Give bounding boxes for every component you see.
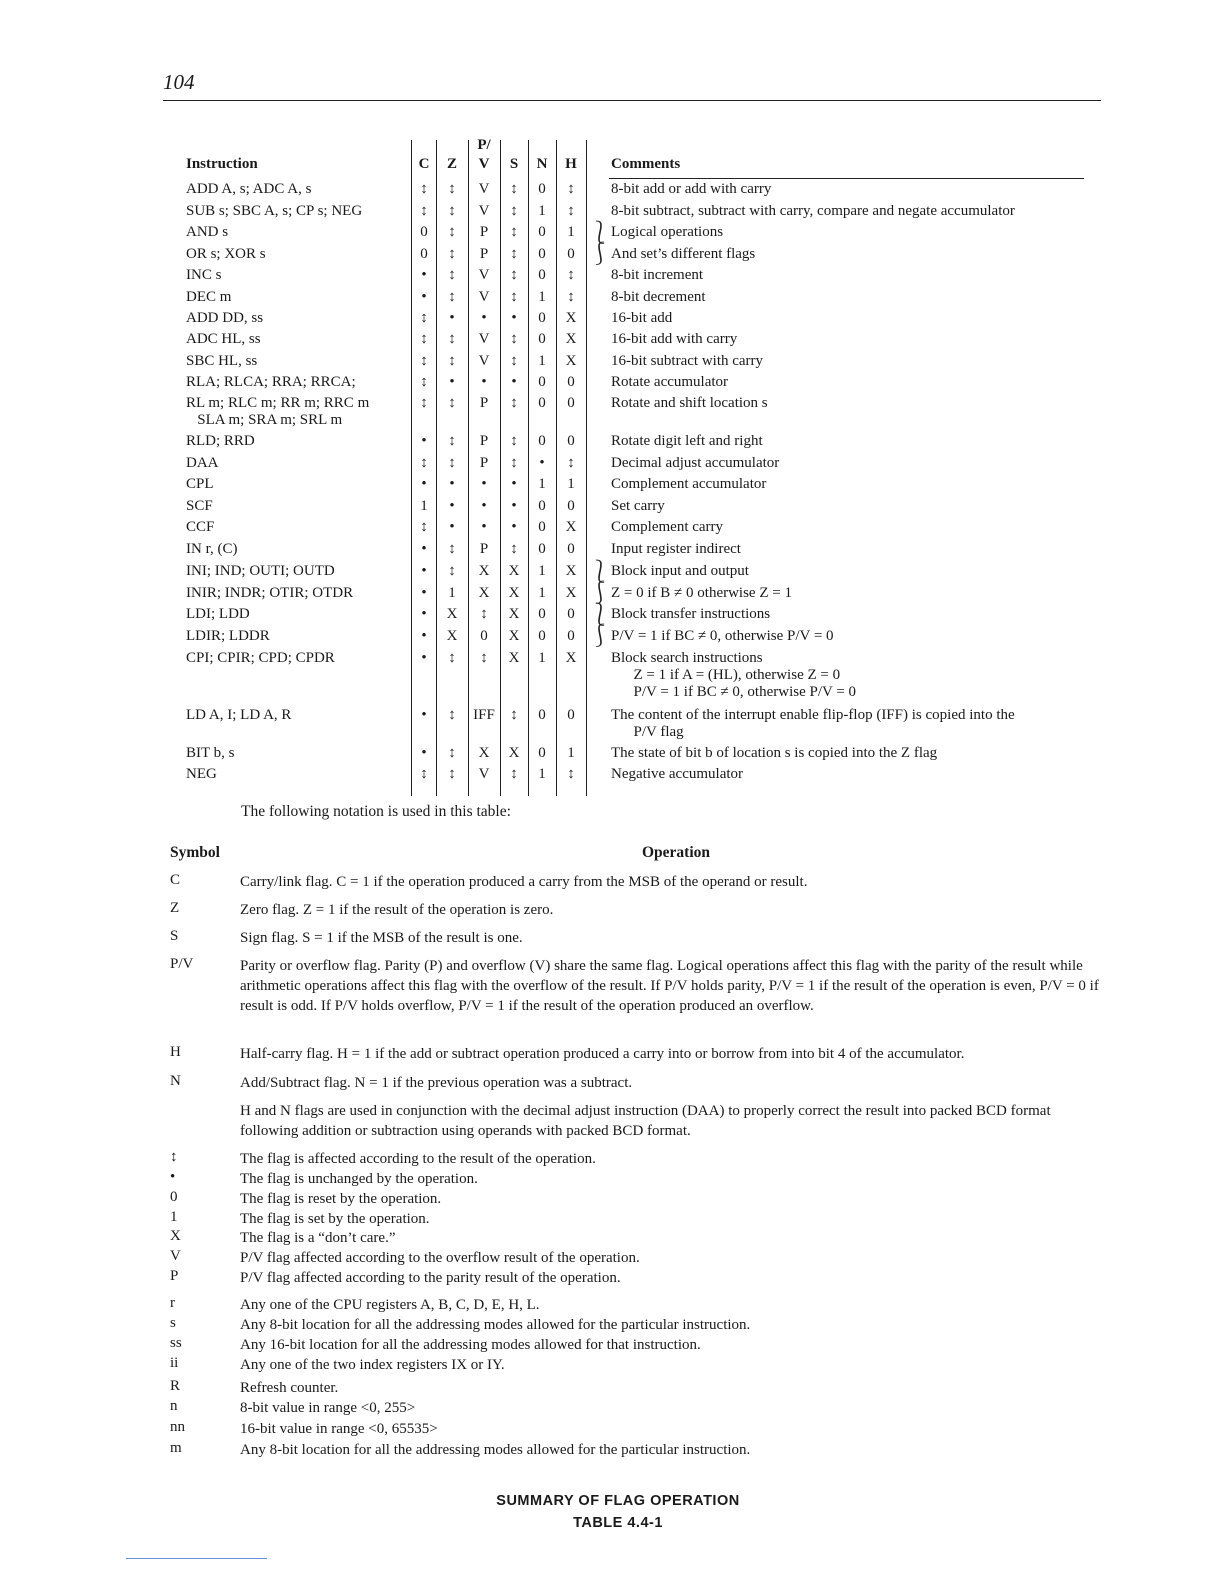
instruction-cell: DEC m [186, 289, 232, 305]
header-c: C [418, 156, 430, 172]
legend-symbol: s [170, 1315, 176, 1331]
legend-description: 16-bit value in range <0, 65535> [240, 1421, 438, 1437]
page-number: 104 [163, 70, 195, 94]
flag-cell-s: ↕ [510, 395, 518, 411]
flag-cell-n: 0 [538, 395, 546, 411]
legend-symbol: Z [170, 900, 180, 916]
column-rule [436, 140, 437, 796]
flag-cell-pv: P [479, 433, 489, 449]
flag-cell-h: ↕ [567, 267, 575, 283]
legend-operation-header: Operation [642, 844, 711, 861]
instruction-cell: ADD DD, ss [186, 310, 264, 326]
legend-description: Any one of the CPU registers A, B, C, D, E, H, L. [240, 1297, 540, 1313]
flag-cell-c: ↕ [420, 519, 428, 535]
flag-cell-pv: IFF [473, 707, 495, 723]
flag-cell-z: ↕ [448, 650, 456, 666]
instruction-cell: ADD A, s; ADC A, s [186, 181, 312, 197]
comment-cell: Negative accumulator [611, 766, 744, 782]
flag-cell-z: ↕ [448, 353, 456, 369]
column-rule [586, 140, 587, 796]
flag-cell-c: • [421, 606, 427, 622]
flag-cell-h: 1 [567, 224, 575, 240]
flag-cell-c: ↕ [420, 353, 428, 369]
flag-cell-h: 0 [567, 395, 575, 411]
legend-symbol: ↕ [170, 1149, 178, 1165]
flag-cell-z: ↕ [448, 267, 456, 283]
flag-cell-h: X [565, 563, 577, 579]
flag-cell-s: ↕ [510, 181, 518, 197]
flag-cell-z: ↕ [448, 766, 456, 782]
legend-symbol: H [170, 1044, 181, 1060]
comment-cell: 16-bit add [611, 310, 673, 326]
flag-cell-n: 0 [538, 707, 546, 723]
flag-cell-n: 1 [538, 650, 546, 666]
comment-cell: Logical operations [611, 224, 724, 240]
flag-cell-c: ↕ [420, 310, 428, 326]
comment-cell: Input register indirect [611, 541, 741, 557]
legend-description: The flag is unchanged by the operation. [240, 1171, 478, 1187]
flag-cell-pv: V [478, 181, 490, 197]
flag-cell-n: 0 [538, 246, 546, 262]
flag-cell-n: 0 [538, 267, 546, 283]
flag-cell-pv: • [481, 519, 487, 535]
flag-cell-z: • [449, 476, 455, 492]
flag-cell-c: • [421, 563, 427, 579]
instruction-cell: BIT b, s [186, 745, 235, 761]
flag-cell-z: ↕ [448, 331, 456, 347]
legend-symbol: n [170, 1398, 178, 1414]
flag-cell-s: • [511, 374, 517, 390]
flag-cell-n: 1 [538, 585, 546, 601]
legend-description: Any 8-bit location for all the addressing modes allowed for the particular instruction. [240, 1442, 751, 1458]
legend-symbol: P/V [170, 956, 194, 972]
flag-cell-pv: V [478, 353, 490, 369]
flag-cell-n: 0 [538, 498, 546, 514]
flag-cell-s: X [508, 650, 520, 666]
instruction-cell: INC s [186, 267, 222, 283]
comment-cell: 8-bit subtract, subtract with carry, compare and negate accumulator [611, 203, 1015, 219]
instruction-cell: ADC HL, ss [186, 331, 261, 347]
caption-title: SUMMARY OF FLAG OPERATION [496, 1493, 740, 1509]
legend-description: Any 16-bit location for all the addressing modes allowed for that instruction. [240, 1337, 701, 1353]
header-h: H [565, 156, 577, 172]
flag-cell-pv: • [481, 374, 487, 390]
comment-cell: 8-bit increment [611, 267, 704, 283]
legend-description: The flag is a “don’t care.” [240, 1230, 396, 1246]
flag-cell-h: 0 [567, 628, 575, 644]
brace-bottom: ⎰ [589, 242, 612, 267]
flag-cell-s: • [511, 498, 517, 514]
flag-cell-z: X [446, 628, 458, 644]
legend-symbol: P [170, 1268, 179, 1284]
flag-cell-h: ↕ [567, 203, 575, 219]
instruction-cell: CCF [186, 519, 215, 535]
brace-top: ⎱ [589, 603, 612, 628]
flag-cell-n: 0 [538, 606, 546, 622]
column-rule [556, 140, 557, 796]
flag-cell-z: ↕ [448, 395, 456, 411]
flag-cell-z: ↕ [448, 455, 456, 471]
flag-cell-pv: V [478, 289, 490, 305]
instruction-cell: CPI; CPIR; CPD; CPDR [186, 650, 335, 666]
header-pv-top: P/ [477, 137, 491, 153]
header-instruction: Instruction [186, 156, 258, 172]
flag-cell-s: X [508, 585, 520, 601]
legend-description: The flag is reset by the operation. [240, 1191, 442, 1207]
legend-symbol: ss [170, 1335, 182, 1351]
column-rule [468, 140, 469, 796]
header-z: Z [446, 156, 457, 172]
flag-cell-c: • [421, 289, 427, 305]
flag-cell-s: ↕ [510, 267, 518, 283]
instruction-cell: SUB s; SBC A, s; CP s; NEG [186, 203, 363, 219]
legend-description: Any one of the two index registers IX or IY. [240, 1357, 505, 1373]
comment-cell: Rotate digit left and right [611, 433, 763, 449]
flag-cell-c: ↕ [420, 203, 428, 219]
flag-cell-z: • [449, 498, 455, 514]
flag-cell-c: ↕ [420, 395, 428, 411]
header-rule [163, 100, 1101, 101]
flag-cell-h: X [565, 331, 577, 347]
comment-cell: Decimal adjust accumulator [611, 455, 780, 471]
instruction-cell: CPL [186, 476, 214, 492]
instruction-cell: OR s; XOR s [186, 246, 266, 262]
flag-cell-s: X [508, 628, 520, 644]
legend-description: Any 8-bit location for all the addressing modes allowed for the particular instruction. [240, 1317, 751, 1333]
flag-cell-s: ↕ [510, 455, 518, 471]
caption-table-number: TABLE 4.4-1 [573, 1515, 663, 1531]
instruction-cell: LDIR; LDDR [186, 628, 270, 644]
legend-symbol: ii [170, 1355, 179, 1371]
flag-cell-s: ↕ [510, 331, 518, 347]
flag-cell-z: ↕ [448, 246, 456, 262]
flag-cell-pv: V [478, 766, 490, 782]
comments-header-rule [609, 178, 1084, 179]
legend-description: P/V flag affected according to the parity result of the operation. [240, 1270, 621, 1286]
flag-cell-pv: P [479, 541, 489, 557]
flag-cell-n: 1 [538, 353, 546, 369]
flag-cell-c: ↕ [420, 455, 428, 471]
legend-symbol: R [170, 1378, 181, 1394]
flag-cell-z: ↕ [448, 224, 456, 240]
flag-cell-h: 1 [567, 476, 575, 492]
flag-cell-n: 0 [538, 433, 546, 449]
flag-cell-n: 0 [538, 310, 546, 326]
comment-cell: The content of the interrupt enable flip-flop (IFF) is copied into the P/V flag [611, 707, 1015, 740]
comment-cell: Block input and output [611, 563, 749, 579]
flag-cell-pv: ↕ [480, 606, 488, 622]
flag-cell-n: 0 [538, 374, 546, 390]
flag-cell-h: 0 [567, 433, 575, 449]
flag-cell-c: • [421, 433, 427, 449]
flag-cell-z: • [449, 374, 455, 390]
instruction-cell: SCF [186, 498, 213, 514]
flag-cell-pv: P [479, 224, 489, 240]
flag-cell-n: 1 [538, 289, 546, 305]
flag-cell-s: ↕ [510, 289, 518, 305]
legend-description: Half-carry flag. H = 1 if the add or subtract operation produced a carry into or borrow from into bit 4 of the accumulator. [240, 1046, 965, 1062]
header-pv-bottom: V [478, 156, 490, 172]
flag-cell-pv: V [478, 267, 490, 283]
flag-cell-s: ↕ [510, 766, 518, 782]
flag-cell-pv: P [479, 246, 489, 262]
header-comments: Comments [611, 156, 681, 172]
flag-cell-h: X [565, 519, 577, 535]
comment-cell: Z = 0 if B ≠ 0 otherwise Z = 1 [611, 585, 792, 601]
flag-cell-z: ↕ [448, 289, 456, 305]
instruction-cell: LD A, I; LD A, R [186, 707, 292, 723]
notation-note: The following notation is used in this table: [241, 803, 511, 820]
header-n: N [536, 156, 548, 172]
legend-symbol: S [170, 928, 179, 944]
legend-description: Parity or overflow flag. Parity (P) and overflow (V) share the same flag. Logical operations affect this flag with the parity of the result while arithmetic operations affect this flag with the overflow of the result. If P/V holds parity, P/V = 1 if the result of the operation is even, P/V = 0 if result is odd. If P/V holds overflow, P/V = 1 if the result of the operation produced an overflow. [240, 958, 1099, 1014]
comment-cell: 16-bit subtract with carry [611, 353, 764, 369]
flag-cell-pv: P [479, 455, 489, 471]
comment-cell: P/V = 1 if BC ≠ 0, otherwise P/V = 0 [611, 628, 834, 644]
flag-cell-n: • [539, 455, 545, 471]
flag-cell-z: ↕ [448, 563, 456, 579]
legend-description: Add/Subtract flag. N = 1 if the previous operation was a subtract. [240, 1075, 633, 1091]
flag-cell-s: X [508, 563, 520, 579]
flag-cell-s: • [511, 310, 517, 326]
column-rule [500, 140, 501, 796]
legend-description: Sign flag. S = 1 if the MSB of the result is one. [240, 930, 523, 946]
flag-cell-s: ↕ [510, 224, 518, 240]
legend-symbol: N [170, 1073, 181, 1089]
instruction-cell: IN r, (C) [186, 541, 238, 557]
legend-description: Refresh counter. [240, 1380, 339, 1396]
comment-cell: Rotate and shift location s [611, 395, 768, 411]
brace-bottom: ⎰ [589, 624, 612, 649]
comment-cell: And set’s different flags [611, 246, 756, 262]
flag-cell-z: ↕ [448, 181, 456, 197]
legend-description: The flag is affected according to the result of the operation. [240, 1151, 596, 1167]
flag-cell-z: ↕ [448, 433, 456, 449]
flag-cell-n: 0 [538, 628, 546, 644]
flag-cell-n: 0 [538, 541, 546, 557]
flag-cell-z: 1 [448, 585, 456, 601]
brace-top: ⎱ [589, 560, 612, 585]
flag-cell-c: ↕ [420, 766, 428, 782]
flag-cell-h: 0 [567, 246, 575, 262]
flag-cell-s: ↕ [510, 246, 518, 262]
instruction-cell: NEG [186, 766, 217, 782]
legend-symbol-header: Symbol [170, 844, 220, 861]
legend-symbol: r [170, 1295, 175, 1311]
legend-description: Carry/link flag. C = 1 if the operation produced a carry from the MSB of the operand or result. [240, 874, 808, 890]
comment-cell: The state of bit b of location s is copied into the Z flag [611, 745, 938, 761]
flag-cell-h: 0 [567, 707, 575, 723]
flag-cell-c: 1 [420, 498, 428, 514]
legend-description: H and N flags are used in conjunction with the decimal adjust instruction (DAA) to properly correct the result into packed BCD format following addition or subtraction using operands with packed BCD format. [240, 1103, 1051, 1139]
flag-cell-pv: X [478, 745, 490, 761]
flag-cell-z: ↕ [448, 203, 456, 219]
flag-cell-n: 0 [538, 745, 546, 761]
flag-cell-z: ↕ [448, 541, 456, 557]
flag-cell-h: 0 [567, 374, 575, 390]
flag-cell-c: • [421, 745, 427, 761]
flag-cell-s: ↕ [510, 353, 518, 369]
flag-cell-h: ↕ [567, 455, 575, 471]
flag-cell-n: 0 [538, 224, 546, 240]
flag-cell-n: 1 [538, 203, 546, 219]
legend-description: The flag is set by the operation. [240, 1211, 430, 1227]
flag-cell-c: • [421, 541, 427, 557]
instruction-cell: DAA [186, 455, 219, 471]
flag-cell-pv: • [481, 310, 487, 326]
comment-cell: 8-bit add or add with carry [611, 181, 772, 197]
flag-cell-pv: • [481, 476, 487, 492]
flag-cell-c: ↕ [420, 181, 428, 197]
legend-description: 8-bit value in range <0, 255> [240, 1400, 416, 1416]
flag-cell-h: 0 [567, 606, 575, 622]
flag-cell-s: ↕ [510, 203, 518, 219]
comment-cell: Block search instructions Z = 1 if A = (HL), otherwise Z = 0 P/V = 1 if BC ≠ 0, otherwise P/V = 0 [611, 650, 857, 700]
flag-cell-pv: X [478, 585, 490, 601]
instruction-cell: LDI; LDD [186, 606, 250, 622]
flag-cell-c: • [421, 707, 427, 723]
column-rule [528, 140, 529, 796]
comment-cell: Complement accumulator [611, 476, 767, 492]
flag-cell-s: X [508, 745, 520, 761]
flag-cell-n: 1 [538, 766, 546, 782]
flag-cell-n: 0 [538, 331, 546, 347]
legend-symbol: • [170, 1169, 176, 1185]
flag-cell-z: • [449, 519, 455, 535]
flag-cell-s: ↕ [510, 433, 518, 449]
flag-cell-n: 0 [538, 181, 546, 197]
legend-symbol: m [170, 1440, 182, 1456]
legend-symbol: 0 [170, 1189, 178, 1205]
flag-cell-c: • [421, 650, 427, 666]
comment-cell: 8-bit decrement [611, 289, 706, 305]
flag-cell-z: • [449, 310, 455, 326]
flag-cell-c: ↕ [420, 374, 428, 390]
flag-cell-h: 1 [567, 745, 575, 761]
instruction-cell: SBC HL, ss [186, 353, 258, 369]
flag-cell-h: ↕ [567, 766, 575, 782]
flag-cell-s: ↕ [510, 541, 518, 557]
flag-cell-h: X [565, 310, 577, 326]
flag-cell-s: • [511, 476, 517, 492]
flag-cell-c: • [421, 628, 427, 644]
flag-cell-pv: • [481, 498, 487, 514]
legend-description: P/V flag affected according to the overflow result of the operation. [240, 1250, 640, 1266]
legend-symbol: V [170, 1248, 181, 1264]
flag-cell-z: X [446, 606, 458, 622]
header-s: S [509, 156, 519, 172]
flag-cell-pv: V [478, 331, 490, 347]
flag-cell-s: • [511, 519, 517, 535]
brace-top: ⎱ [589, 221, 612, 246]
instruction-cell: INI; IND; OUTI; OUTD [186, 563, 335, 579]
instruction-cell: RLA; RLCA; RRA; RRCA; [186, 374, 356, 390]
flag-cell-h: 0 [567, 541, 575, 557]
flag-cell-c: • [421, 585, 427, 601]
flag-cell-z: ↕ [448, 707, 456, 723]
legend-description: Zero flag. Z = 1 if the result of the operation is zero. [240, 902, 554, 918]
legend-symbol: C [170, 872, 181, 888]
flag-cell-pv: 0 [480, 628, 488, 644]
flag-cell-c: • [421, 476, 427, 492]
flag-cell-s: X [508, 606, 520, 622]
flag-cell-h: 0 [567, 498, 575, 514]
flag-cell-c: 0 [420, 224, 428, 240]
instruction-cell: AND s [186, 224, 229, 240]
flag-cell-pv: V [478, 203, 490, 219]
flag-cell-pv: ↕ [480, 650, 488, 666]
flag-cell-h: X [565, 585, 577, 601]
instruction-cell: INIR; INDR; OTIR; OTDR [186, 585, 354, 601]
flag-cell-pv: P [479, 395, 489, 411]
brace-bottom: ⎰ [589, 581, 612, 606]
comment-cell: Set carry [611, 498, 665, 514]
legend-symbol: 1 [170, 1209, 178, 1225]
flag-cell-h: ↕ [567, 289, 575, 305]
comment-cell: Complement carry [611, 519, 724, 535]
legend-symbol: nn [170, 1419, 185, 1435]
link-underline [126, 1558, 267, 1559]
instruction-cell: RL m; RLC m; RR m; RRC m SLA m; SRA m; SRL m [186, 395, 370, 428]
flag-cell-n: 1 [538, 563, 546, 579]
flag-cell-z: ↕ [448, 745, 456, 761]
flag-cell-h: ↕ [567, 181, 575, 197]
legend-symbol: X [170, 1228, 181, 1244]
flag-cell-s: ↕ [510, 707, 518, 723]
flag-cell-pv: X [478, 563, 490, 579]
comment-cell: Block transfer instructions [611, 606, 771, 622]
flag-cell-c: 0 [420, 246, 428, 262]
flag-cell-c: ↕ [420, 331, 428, 347]
flag-cell-n: 0 [538, 519, 546, 535]
flag-cell-h: X [565, 650, 577, 666]
comment-cell: 16-bit add with carry [611, 331, 738, 347]
flag-cell-c: • [421, 267, 427, 283]
flag-cell-n: 1 [538, 476, 546, 492]
flag-cell-h: X [565, 353, 577, 369]
instruction-cell: RLD; RRD [186, 433, 255, 449]
comment-cell: Rotate accumulator [611, 374, 729, 390]
